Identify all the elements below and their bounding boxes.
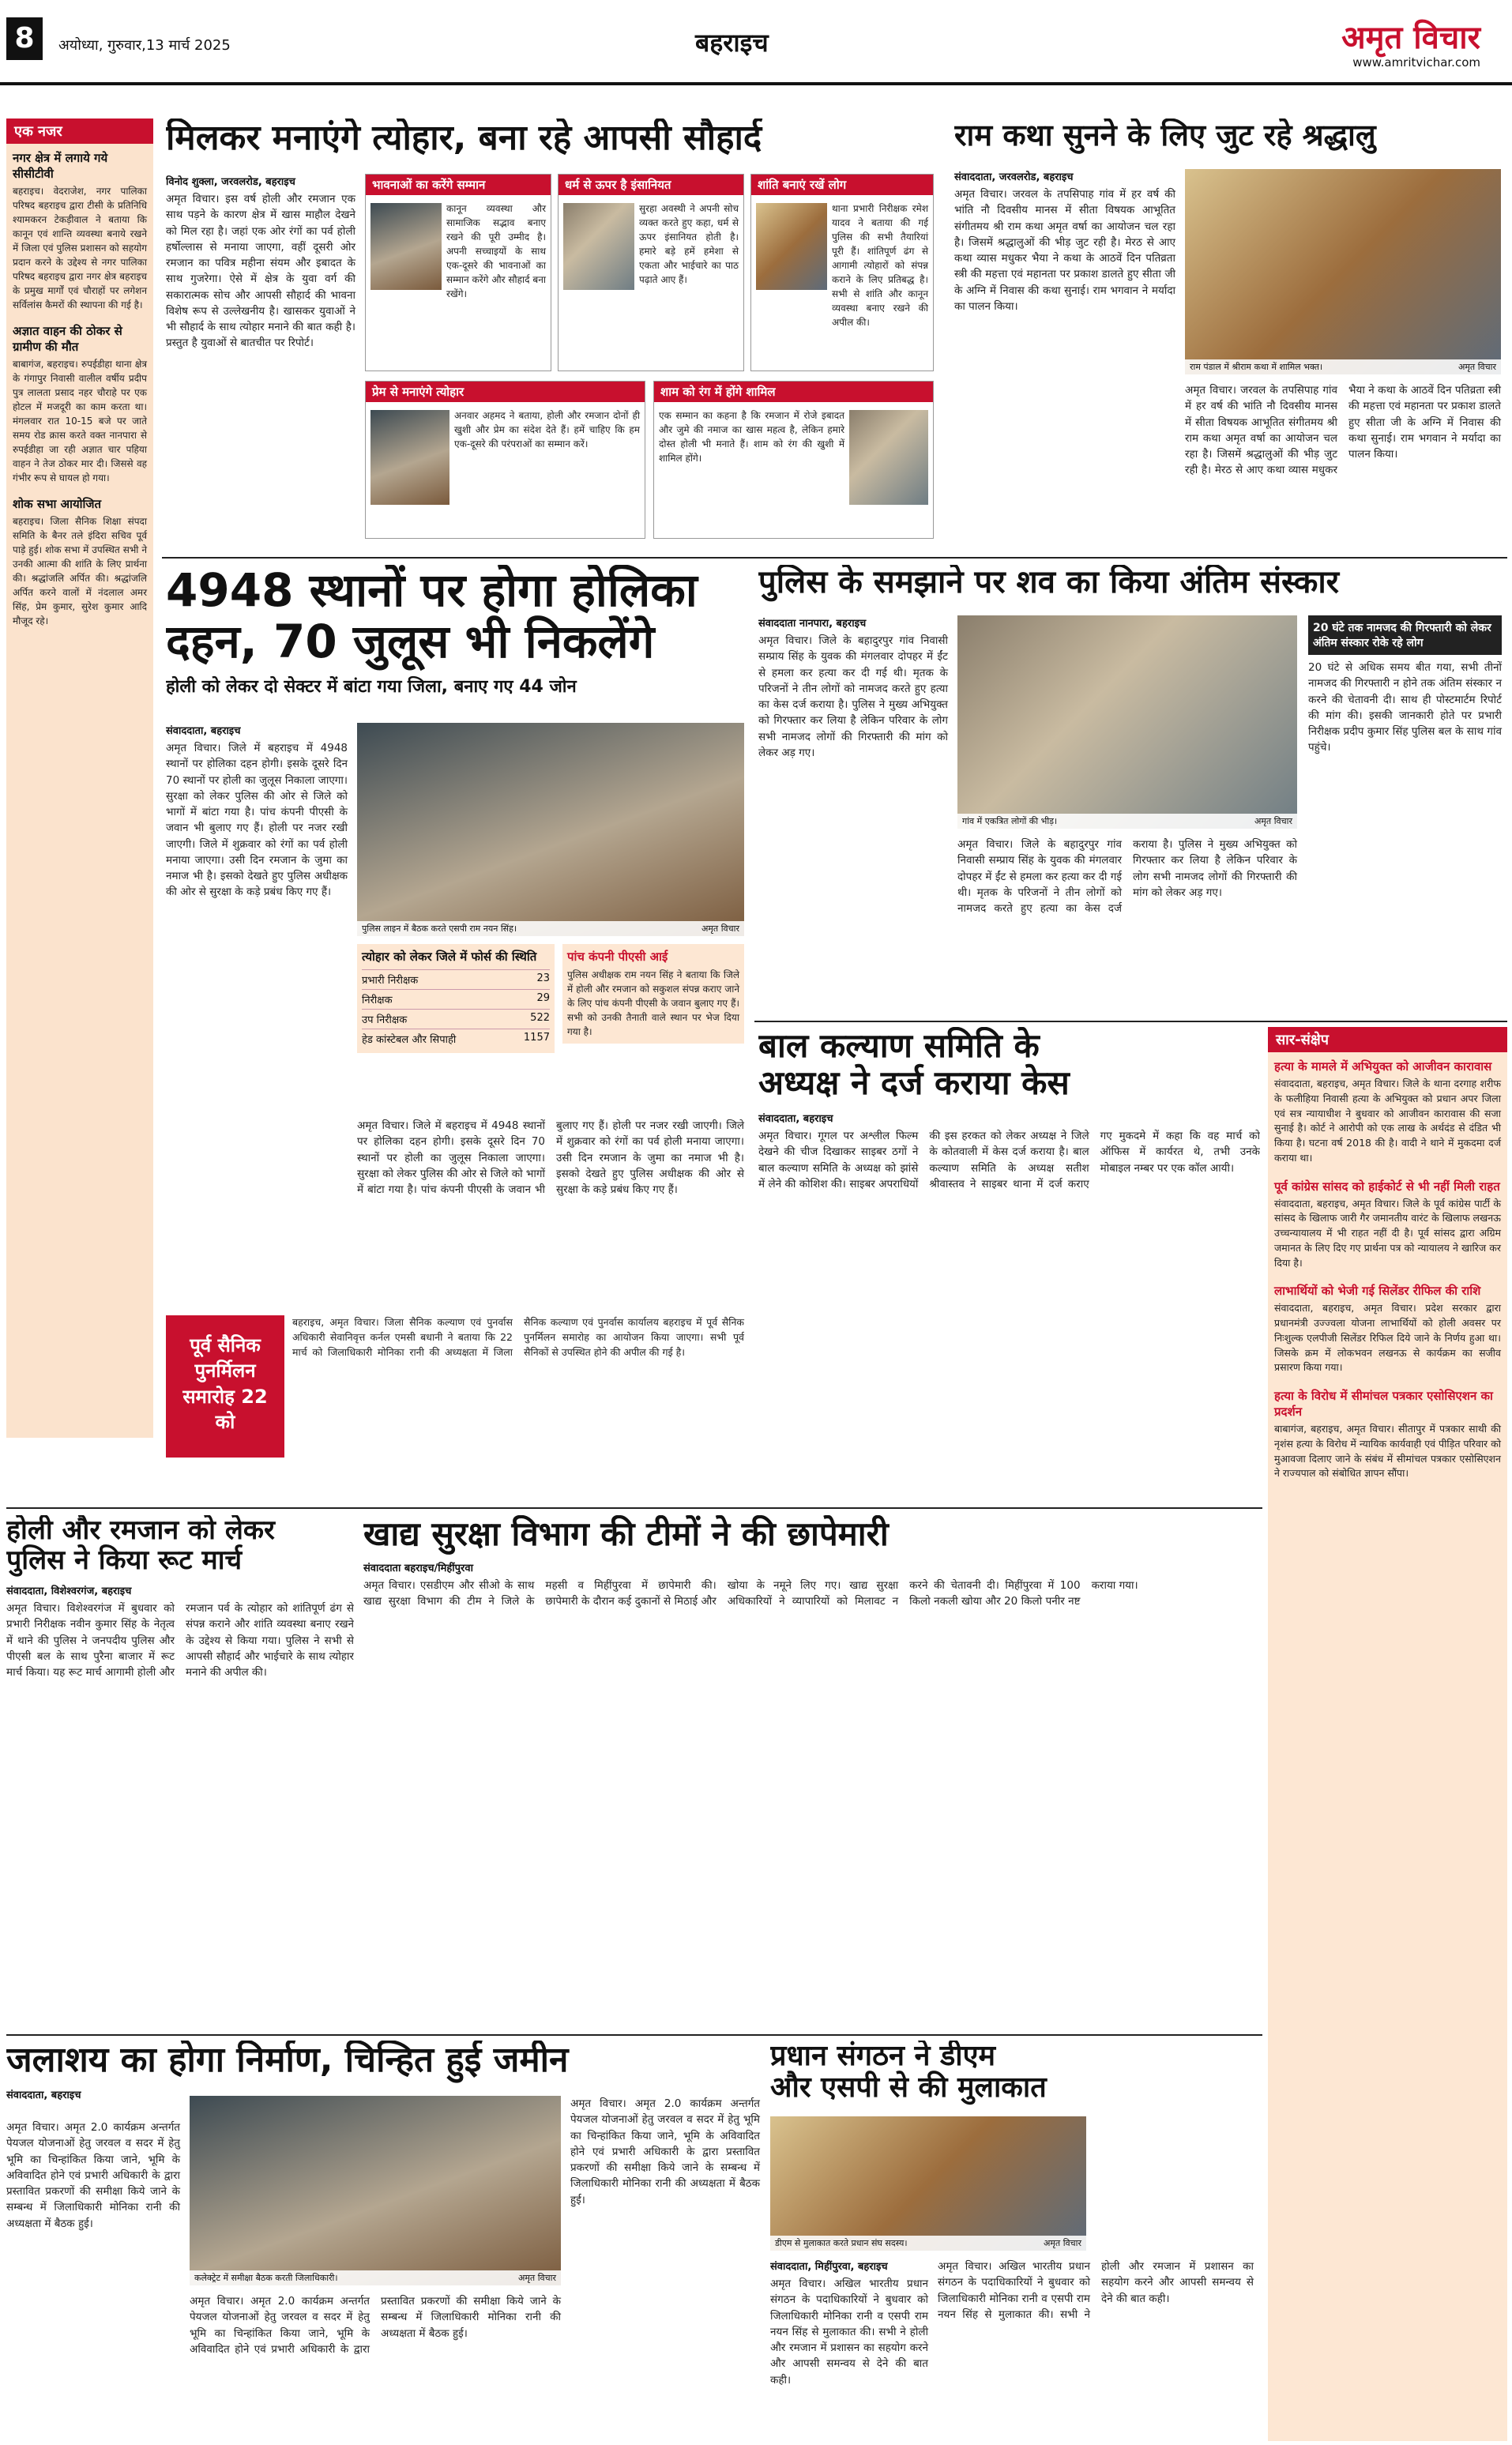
brief-body: संवाददाता, बहराइच, अमृत विचार। जिले के थाना दरगाह शरीफ के फलीहिया निवासी हत्या के अभियुक्त को प्रधान अपर जिला एवं सत्र न्यायाधीश ने बुधवार को आजीवन कारावास की सजा सुनाई है। कोर्ट ने आरोपी को एक लाख के अर्थदंड से दंडित भी किया है। घटना वर्ष 2018 की है। वादी ने थाने में मुकदमा दर्ज कराया था। (1274, 1078, 1501, 1164)
article-body: अमृत विचार। इस वर्ष होली और रमजान एक साथ पड़ने के कारण क्षेत्र में खास माहौल देखने को मिल रहा है। जहां एक ओर रंगों का पर्व होली हर्षोल्लास से मनाया जाएगा, वहीं दूसरी ओर रमजान का पवित्र महीना संयम और इबादत के साथ गुजरेगा। ऐसे में क्षेत्र के युवा वर्ग की सकारात्मक सोच और आपसी सौहार्द की भावना विशेष रूप से उल्लेखनीय है। खासकर युवाओं ने भी सौहार्द के साथ त्योहार मनाने की बात कही है। प्रस्तुत है युवाओं से बातचीत पर रिपोर्ट। (166, 193, 355, 350)
headline-line1: होली और रमजान को लेकर (6, 1515, 275, 1546)
divider (162, 557, 1507, 559)
sainik-tag: पूर्व सैनिक पुनर्मिलन समारोह 22 को (166, 1315, 284, 1458)
photo-caption: राम पंडाल में श्रीराम कथा में शामिल भक्त। (1190, 362, 1323, 372)
quote-box (558, 174, 744, 371)
photo-credit: अमृत विचार (1457, 362, 1496, 372)
pradhan-photo (770, 2116, 1086, 2251)
byline: संवाददाता, बहराइच (758, 1113, 833, 1126)
quote-body: कानून व्यवस्था और सामाजिक सद्भाव बनाए रखने की पूरी उम्मीद है। अपनी सच्चाइयों के साथ एक-दूसरे की भावनाओं का सम्मान करेंगे और सौहार्द बना रखेंगे। (446, 203, 546, 299)
photo-credit: अमृत विचार (1043, 2238, 1081, 2248)
brand-logo: अमृत विचार (1341, 20, 1480, 56)
sainik-body: बहराइच, अमृत विचार। जिला सैनिक कल्याण एवं पुनर्वास अधिकारी सेवानिवृत्त कर्नल एमसी बधानी ने बताया कि 22 मार्च को जिलाधिकारी मोनिका रानी की अध्यक्षता में जिला सैनिक कल्याण एवं पुनर्वास कार्यालय बहराइच में पूर्व सैनिक पुनर्मिलन समारोह का आयोजन किया जाएगा। सभी पूर्व सैनिकों से उपस्थित होने की अपील की गई है। (292, 1316, 744, 1358)
brief-sidebar (1268, 1027, 1507, 2441)
brief-body: बाबागंज, बहराइच। रुपईडीहा थाना क्षेत्र के गंगापुर निवासी वालील वर्षीय प्रदीप पुत्र लालता प्रसाद नहर चौराहे पर एक होटल में मजदूरी का काम करता था। मंगलवार रात 10-15 बजे पर जाते समय रोड क्रास करते वक्त नानपारा से रुपईडीहा जा रही अज्ञात चार पहिया वाहन ने तेज ठोकर मार दी। जिससे वह गंभीर रूप से घायल हो गया। (13, 359, 147, 483)
article-body: अमृत विचार। विशेश्वरगंज में बुधवार को प्रभारी निरीक्षक नवीन कुमार सिंह के नेतृत्व में थाने की पुलिस ने जनपदीय पुलिस और पीएसी बल के साथ पुरैना बाजार में रूट मार्च किया। यह रूट मार्च आगामी होली और रमजान पर्व के त्योहार को शांतिपूर्ण ढंग से संपन्न कराने और शांति व्यवस्था बनाए रखने के उद्देश्य से किया गया। पुलिस ने सभी से आपसी सौहार्द और भाईचारे के साथ त्योहार मनाने की अपील की। (6, 1602, 354, 1680)
subheadline: होली को लेकर दो सेक्टर में बांटा गया जिला, बनाए गए 44 जोन (166, 676, 577, 697)
force-row (362, 1009, 550, 1029)
brief-body: बाबागंज, बहराइच, अमृत विचार। सीतापुर में पत्रकार साथी की नृशंस हत्या के विरोध में न्यायिक कार्यवाही एवं पीड़ित परिवार को मुआवजा दिलाए जाने के संबंध में सीमांचल पत्रकार एसोसिएशन ने राज्यपाल को संबोधित ज्ञापन सौंपा। (1274, 1423, 1501, 1480)
force-table (357, 944, 555, 1053)
quote-body: अनवार अहमद ने बताया, होली और रमजान दोनों ही खुशी और प्रेम का संदेश देते हैं। हमें चाहिए कि हम एक-दूसरे की परंपराओं का सम्मान करें। (454, 410, 640, 450)
quote-body: थाना प्रभारी निरीक्षक रमेश यादव ने बताया की गई पुलिस की सभी तैयारियां पूरी हैं। शांतिपूर्ण ढंग से आगामी त्योहारों को संपन्न कराने के लिए प्रतिबद्ध है। सभी से शांति और कानून व्यवस्था बनाए रखने की अपील की। (832, 203, 928, 328)
force-row (362, 989, 550, 1009)
brief-body: बहराइच। वेदराजेश, नगर पालिका परिषद बहराइच द्वारा टीसी के प्रतिनिधि श्यामकरन टेकड़ीवाल ने बताया कि कानून एवं शान्ति व्यवस्था बनाये रखने में जिला एवं पुलिस प्रशासन को सहयोग प्रदान करने के उद्देश्य से नगर पालिका परिषद बहराइच द्वारा नगर क्षेत्र बहराइच के प्रमुख मार्गों एवं चौराहों पर लगेशन सर्विलांस कैमरों की स्थापना की गई है। (13, 186, 147, 310)
byline: संवाददाता, विशेश्वरगंज, बहराइच (6, 1585, 132, 1598)
portrait-photo (563, 203, 634, 290)
byline: संवाददाता, बहराइच (166, 725, 241, 737)
quote-title: प्रेम से मनाएंगे त्योहार (366, 382, 645, 402)
article-foodsafety (363, 1515, 1262, 2029)
pac-title: पांच कंपनी पीएसी आई (567, 950, 668, 964)
brief-heading: शोक सभा आयोजित (13, 497, 102, 511)
pac-body: पुलिस अधीक्षक राम नयन सिंह ने बताया कि जिले में होली और रमजान को सकुशल संपन्न कराए जाने के लिए पांच कंपनी पीएसी के जवान बुलाए गए हैं। सभी को उनकी तैनाती वाले स्थान पर भेज दिया गया है। (567, 969, 739, 1037)
brief-heading: नगर क्षेत्र में लगाये गये सीसीटीवी (13, 151, 108, 181)
article-body-continued: अमृत विचार। जिले में बहराइच में 4948 स्थानों पर होलिका दहन होगी। इसके दूसरे दिन 70 स्थानों पर होली का जुलूस निकाला जाएगा। सुरक्षा को लेकर पुलिस की ओर से जिले को भागों में बांटा गया है। पांच कंपनी पीएसी के जवान भी बुलाए गए हैं। होली पर नजर रखी जाएगी। जिले में शुक्रवार को रंगों का पर्व होली मनाया जाएगा। उसी दिन रमजान के जुमा का नमाज भी है। इसको देखते हुए पुलिस अधीक्षक की ओर से सुरक्षा के कड़े प्रबंध किए गए हैं। (357, 1119, 744, 1196)
article-reservoir (6, 2041, 765, 2439)
portrait-photo (370, 203, 442, 290)
quote-title: शांति बनाएं रखें लोग (751, 175, 933, 195)
force-value: 23 (536, 972, 550, 984)
brief-heading: अज्ञात वाहन की ठोकर से ग्रामीण की मौत (13, 324, 122, 354)
quote-box (653, 381, 934, 539)
quote-title: धर्म से ऊपर है इंसानियत (559, 175, 743, 195)
brief-heading: लाभार्थियों को भेजी गई सिलेंडर रीफिल की राशि (1274, 1284, 1481, 1299)
left-brief-column (6, 118, 153, 1438)
force-label: प्रभारी निरीक्षक (362, 975, 419, 987)
photo-credit: अमृत विचार (1254, 816, 1292, 826)
quote-box (365, 174, 551, 371)
photo-credit: अमृत विचार (701, 923, 739, 934)
headline-line2: और एसपी से की मुलाकात (770, 2071, 1047, 2105)
brief-heading: हत्या के मामले में अभियुक्त को आजीवन कारावास (1274, 1059, 1492, 1074)
force-label: निरीक्षक (362, 995, 393, 1006)
portrait-photo (849, 410, 928, 505)
article-body-continued: अमृत विचार। अमृत 2.0 कार्यक्रम अन्तर्गत पेयजल योजनाओं हेतु जरवल व सदर में हेतु भूमि का चिन्हांकित किया जाने, भूमि के अविवादित होने एवं प्रभारी अधिकारी के द्वारा प्रस्तावित प्रकरणों की समीक्षा किये जाने के सम्बन्ध में जिलाधिकारी मोनिका रानी की अध्यक्षता में बैठक हुई। (570, 2097, 760, 2206)
meeting-photo (357, 723, 744, 936)
side-body: 20 घंटे से अधिक समय बीत गया, सभी तीनों नामजद की गिरफ्तारी न होने तक अंतिम संस्कार न करने की चेतावनी दी। साथ ही पोस्टमार्टम रिपोर्ट की मांग की। इसकी जानकारी होते पर प्रभारी निरीक्षक प्रदीप कुमार सिंह पुलिस बल के साथ गांव पहुंचे। (1308, 661, 1502, 754)
article-body-continued: अमृत विचार। जिले के बहादुरपुर गांव निवासी सम्प्राय सिंह के युवक की मंगलवार दोपहर में ईंट से हमला कर हत्या कर दी गई थी। मृतक के परिजनों ने तीन लोगों को नामजद करते हुए हत्या का केस दर्ज कराया है। पुलिस ने मुख्य अभियुक्त को गिरफ्तार कर लिया है लेकिन परिवार के लोग सभी नामजद लोगों की गिरफ्तारी की मांग को लेकर अड़ गए। (957, 838, 1297, 915)
force-value: 29 (536, 992, 550, 1004)
photo-credit: अमृत विचार (517, 2273, 556, 2283)
headline-line2: अध्यक्ष ने दर्ज कराया केस (758, 1063, 1070, 1103)
headline-line1: बाल कल्याण समिति के (758, 1027, 1040, 1065)
photo-caption: गांव में एकत्रित लोगों की भीड़। (962, 816, 1058, 826)
portrait-photo (756, 203, 827, 290)
quote-box (365, 381, 645, 539)
masthead (0, 0, 1512, 85)
article-ramkatha (954, 118, 1507, 551)
force-value: 1157 (523, 1032, 550, 1044)
headline: मिलकर मनाएंगे त्योहार, बना रहे आपसी सौहार्द (166, 118, 762, 158)
photo-caption: डीएम से मुलाकात करते प्रधान संघ सदस्य। (775, 2238, 908, 2248)
brief-body: बहराइच। जिला सैनिक शिक्षा संपदा समिति के बैनर तले इंदिरा सचिव पूर्व पाड़े हुई। शोक सभा में उपस्थित सभी ने उनकी आत्मा की शांति के लिए प्रार्थना की। श्रद्धांजलि अर्पित की। श्रद्धांजलि अर्पित करने वालों में नंदलाल अमर सिंह, प्रेम कुमार, सुरेश कुमार आदि मौजूद रहे। (13, 516, 147, 626)
force-row (362, 969, 550, 989)
brief-body: संवाददाता, बहराइच, अमृत विचार। प्रदेश सरकार द्वारा प्रधानमंत्री उज्ज्वला योजना लाभार्थियों को होली अवसर पर निःशुल्क एलपीजी सिलेंडर रिफिल दिये जाने के निर्णय हुआ था। जिसके क्रम में लोकभवन लखनऊ से कार्यक्रम का सजीव प्रसारण किया गया। (1274, 1302, 1501, 1374)
ramkatha-photo (1185, 169, 1501, 374)
byline: संवाददाता, जरवलरोड, बहराइच (954, 171, 1074, 183)
masthead-rule (0, 82, 1512, 85)
photo-caption: कलेक्ट्रेट में समीक्षा बैठक करती जिलाधिकारी। (194, 2273, 338, 2283)
brief-heading: पूर्व कांग्रेस सांसद को हाईकोर्ट से भी नहीं मिली राहत (1274, 1179, 1500, 1194)
byline: संवाददाता, मिहींपुरवा, बहराइच (770, 2261, 888, 2273)
force-label: उप निरीक्षक (362, 1014, 408, 1026)
article-body: अमृत विचार। जिले के बहादुरपुर गांव निवासी सम्प्राय सिंह के युवक की मंगलवार दोपहर में ईंट से हमला कर हत्या कर दी गई थी। मृतक के परिजनों ने तीन लोगों को नामजद करते हुए हत्या का केस दर्ज कराया है। पुलिस ने मुख्य अभियुक्त को गिरफ्तार कर लिया है लेकिन परिवार के लोग सभी नामजद लोगों की गिरफ्तारी की मांग को लेकर अड़ गए। (758, 634, 948, 759)
byline: संवाददाता, बहराइच (6, 2090, 81, 2102)
article-body: अमृत विचार। जिले में बहराइच में 4948 स्थानों पर होलिका दहन होगी। इसके दूसरे दिन 70 स्थानों पर होली का जुलूस निकाला जाएगा। सुरक्षा को लेकर पुलिस की ओर से जिले को भागों में बांटा गया है। पांच कंपनी पीएसी के जवान भी बुलाए गए हैं। होली पर नजर रखी जाएगी। जिले में शुक्रवार को रंगों का पर्व होली मनाया जाएगा। उसी दिन रमजान के जुमा का नमाज भी है। इसको देखते हुए पुलिस अधीक्षक की ओर से सुरक्षा के कड़े प्रबंध किए गए हैं। (166, 742, 348, 899)
force-label: हेड कांस्टेबल और सिपाही (362, 1034, 457, 1046)
headline: जलाशय का होगा निर्माण, चिन्हित हुई जमीन (6, 2041, 569, 2080)
brand-url: www.amritvichar.com (1352, 55, 1480, 70)
headline: राम कथा सुनने के लिए जुट रहे श्रद्धालु (954, 118, 1376, 152)
side-heading: 20 घंटे तक नामजद की गिरफ्तारी को लेकर अंतिम संस्कार रोके रहे लोग (1308, 615, 1502, 655)
article-body: अमृत विचार। अमृत 2.0 कार्यक्रम अन्तर्गत पेयजल योजनाओं हेतु जरवल व सदर में हेतु भूमि का चिन्हांकित किया जाने, भूमि के अविवादित होने एवं प्रभारी अधिकारी के द्वारा प्रस्तावित प्रकरणों की समीक्षा किये जाने के सम्बन्ध में जिलाधिकारी मोनिका रानी की अध्यक्षता में बैठक हुई। (6, 2121, 180, 2230)
quote-body: एक सम्मान का कहना है कि रमजान में रोजे इबादत और जुमे की नमाज का खास महत्व है, लेकिन हमारे दोस्त होली भी मनाते हैं। शाम को रंग की खुशी में शामिल होंगे। (659, 410, 844, 464)
quote-body: सुरहा अवस्थी ने अपनी सोच व्यक्त करते हुए कहा, धर्म से ऊपर इंसानियत होती है। हमारे बड़े हमें हमेशा से एकता और भाईचारे का पाठ पढ़ाते आए हैं। (639, 203, 739, 285)
quote-title: शाम को रंग में होंगे शामिल (654, 382, 933, 402)
crowd-photo (957, 615, 1297, 829)
headline-line2: दहन, 70 जुलूस भी निकलेंगे (166, 614, 655, 668)
section-name: बहराइच (695, 28, 769, 58)
byline: संवाददाता बहराइच/मिहींपुरवा (363, 1563, 473, 1575)
headline-line1: प्रधान संगठन ने डीएम (770, 2041, 996, 2072)
brief-sidebar-title: सार-संक्षेप (1268, 1027, 1507, 1052)
force-row (362, 1029, 550, 1048)
article-body-continued: अमृत विचार। अखिल भारतीय प्रधान संगठन के पदाधिकारियों ने बुधवार को जिलाधिकारी मोनिका रानी व एसपी राम नयन सिंह से मुलाकात की। सभी ने होली और रमजान में प्रशासन का सहयोग करने और आपसी समन्वय से देने की बात कही। (938, 2260, 1254, 2321)
article-holika (166, 565, 749, 1505)
article-pradhan (770, 2041, 1262, 2439)
article-harmony (166, 118, 944, 551)
byline: संवाददाता नानपारा, बहराइच (758, 618, 867, 630)
force-value: 522 (530, 1012, 550, 1024)
byline: विनोद शुक्ला, जरवलरोड, बहराइच (166, 176, 295, 188)
divider (6, 1507, 1262, 1509)
divider (6, 2034, 1262, 2036)
article-body: अमृत विचार। अखिल भारतीय प्रधान संगठन के पदाधिकारियों ने बुधवार को जिलाधिकारी मोनिका रानी व एसपी राम नयन सिंह से मुलाकात की। सभी ने होली और रमजान में प्रशासन का सहयोग करने और आपसी समन्वय से देने की बात कही। (770, 2278, 928, 2387)
headline-line2: पुलिस ने किया रूट मार्च (6, 1544, 243, 1577)
page-number: 8 (6, 17, 43, 60)
force-table-title: त्योहार को लेकर जिले में फोर्स की स्थिति (362, 950, 537, 964)
headline-line1: 4948 स्थानों पर होगा होलिका (166, 565, 698, 617)
article-body: अमृत विचार। गूगल पर अश्लील फिल्म देखने की चीज दिखाकर साइबर ठगों ने बाल कल्याण समिति के अध्यक्ष को झांसे में लेने की कोशिश की। साइबर अपराधियों की इस हरकत को लेकर अध्यक्ष ने जिले के कोतवाली में केस दर्ज कराया है। बाल कल्याण समिति के अध्यक्ष सतीश श्रीवास्तव ने साइबर थाना में दर्ज कराए गए मुकदमे में कहा कि वह मार्च को ऑफिस में कार्यरत थे, तभी उनके मोबाइल नम्बर पर एक कॉल आयी। (758, 1130, 1260, 1191)
article-cremation (758, 565, 1507, 1015)
article-body-continued: अमृत विचार। अमृत 2.0 कार्यक्रम अन्तर्गत पेयजल योजनाओं हेतु जरवल व सदर में हेतु भूमि का चिन्हांकित किया जाने, भूमि के अविवादित होने एवं प्रभारी अधिकारी के द्वारा प्रस्तावित प्रकरणों की समीक्षा किये जाने के सम्बन्ध में जिलाधिकारी मोनिका रानी की अध्यक्षता में बैठक हुई। (190, 2295, 561, 2356)
article-body: अमृत विचार। एसडीएम और सीओ के साथ खाद्य सुरक्षा विभाग की टीम ने जिले के महसी व मिहींपुरवा में छापेमारी की। छापेमारी के दौरान कई दुकानों से मिठाई और खोया के नमूने लिए गए। खाद्य सुरक्षा अधिकारियों ने व्यापारियों को मिलावट न करने की चेतावनी दी। मिहींपुरवा में 100 किलो नकली खोया और 20 किलो पनीर नष्ट कराया गया। (363, 1579, 1138, 1608)
divider (754, 1021, 1507, 1022)
headline: खाद्य सुरक्षा विभाग की टीमों ने की छापेमारी (363, 1515, 889, 1553)
review-meeting-photo (190, 2096, 561, 2285)
date-line: अयोध्या, गुरुवार,13 मार्च 2025 (58, 37, 231, 54)
photo-caption: पुलिस लाइन में बैठक करते एसपी राम नयन सिंह। (362, 923, 517, 934)
brief-body: संवाददाता, बहराइच, अमृत विचार। जिले के पूर्व कांग्रेस पार्टी के सांसद के खिलाफ जारी गैर जमानतीय वारंट के खिलाफ लखनऊ उच्चन्यायालय में भी राहत नहीं दी है। पूर्व सांसद द्वारा अग्रिम जमानत के लिए दिए गए प्रार्थना पत्र को न्यायालय ने खारिज कर दिया है। (1274, 1197, 1501, 1269)
article-body-continued: अमृत विचार। जरवल के तपसिपाह गांव में हर वर्ष की भांति नौ दिवसीय मानस में सीता विषयक आभूतित संगीतमय श्री राम कथा अमृत वर्षा का आयोजन चल रहा है। जिसमें श्रद्धालुओं की भीड़ जुट रही है। मेरठ से आए कथा व्यास मधुकर भैया ने कथा के आठवें दिन पतिव्रता स्त्री की महत्ता एवं महानता पर प्रकाश डालते हुए सीता जी के अग्नि में निवास की कथा सुनाई। राम भगवान ने मर्यादा का पालन किया। (1185, 384, 1501, 477)
pac-box (562, 944, 744, 1044)
article-childwelfare (758, 1027, 1260, 1501)
headline: पुलिस के समझाने पर शव का किया अंतिम संस्कार (758, 565, 1340, 600)
quote-title: भावनाओं का करेंगे सम्मान (366, 175, 551, 195)
article-body: अमृत विचार। जरवल के तपसिपाह गांव में हर वर्ष की भांति नौ दिवसीय मानस में सीता विषयक आभूतित संगीतमय श्री राम कथा अमृत वर्षा का आयोजन चल रहा है। जिसमें श्रद्धालुओं की भीड़ जुट रही है। मेरठ से आए कथा व्यास मधुकर भैया ने कथा के आठवें दिन पतिव्रता स्त्री की महत्ता एवं महानता पर प्रकाश डालते हुए सीता जी के अग्नि में निवास की कथा सुनाई। राम भगवान ने मर्यादा का पालन किया। (954, 188, 1175, 313)
quote-box (750, 174, 934, 371)
brief-heading: हत्या के विरोध में सीमांचल पत्रकार एसोसिएशन का प्रदर्शन (1274, 1389, 1493, 1419)
portrait-photo (370, 410, 449, 505)
article-routemarch (6, 1515, 354, 2029)
brief-tag: एक नजर (6, 118, 153, 144)
